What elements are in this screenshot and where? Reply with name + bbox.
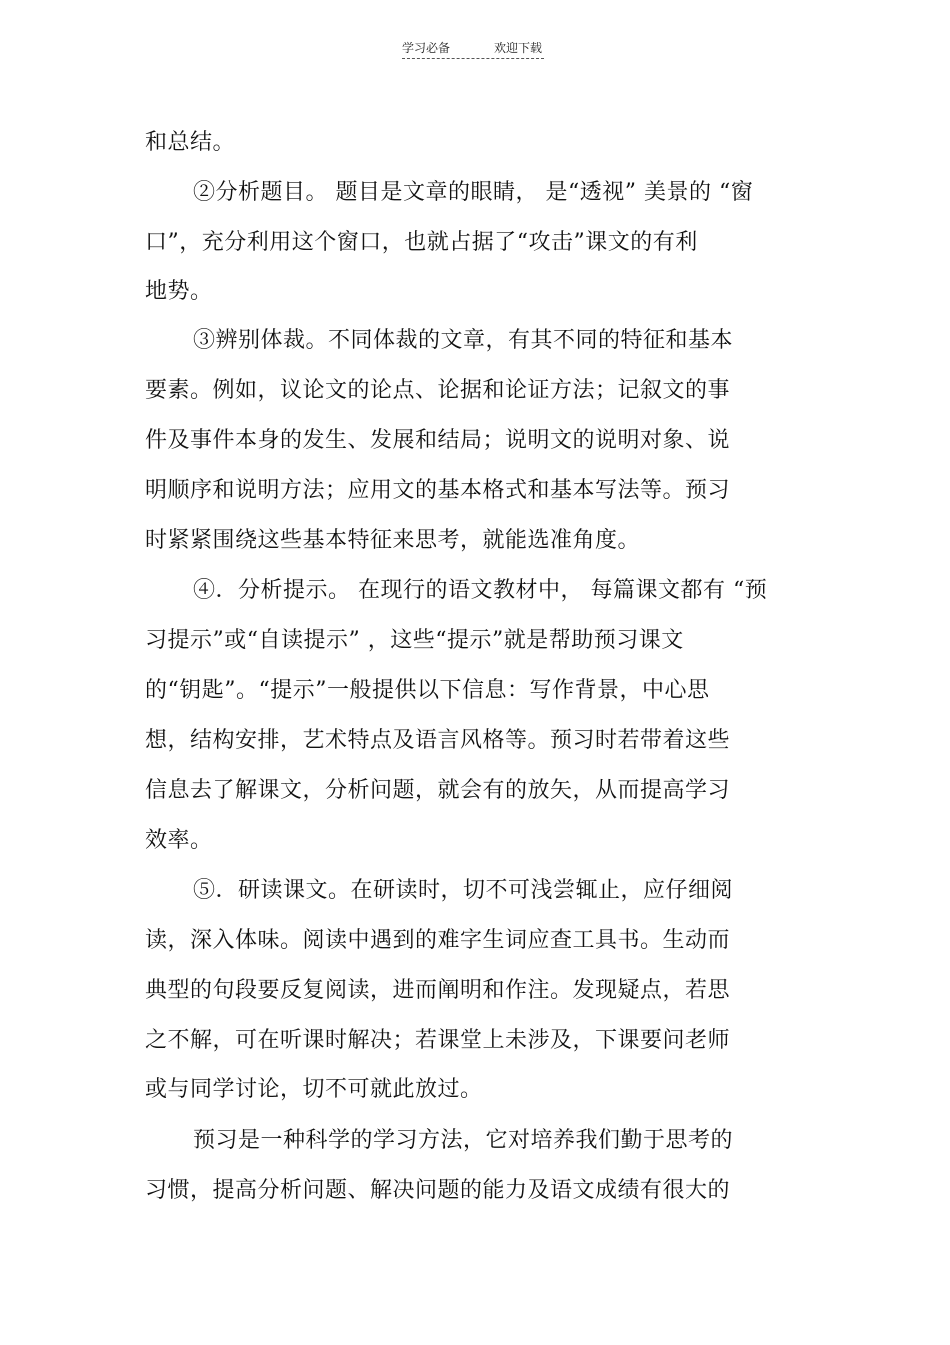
paragraph-first-line: 预习是一种科学的学习方法，它对培养我们勤于思考的 [193, 1128, 734, 1153]
text-line: 口”，充分利用这个窗口，也就占据了“攻击”课文的有利 [145, 230, 698, 255]
header-right-text: 欢迎下载 [494, 41, 543, 55]
text-line: 之不解，可在听课时解决；若课堂上未涉及，下课要问老师 [145, 1028, 731, 1053]
text-line: 的“钥匙”。“提示”一般提供以下信息：写作背景，中心思 [145, 678, 710, 703]
page-header [402, 40, 544, 59]
text-line: 读，深入体味。阅读中遇到的难字生词应查工具书。生动而 [145, 928, 731, 953]
text-line: 要素。例如，议论文的论点、论据和论证方法；记叙文的事 [145, 378, 731, 403]
text-line: 或与同学讨论，切不可就此放过。 [145, 1077, 483, 1102]
paragraph-first-line: ②分析题目。 题目是文章的眼睛， 是“透视” 美景的 “窗 [193, 180, 754, 205]
text-line: 地势。 [145, 279, 213, 304]
text-line: 时紧紧围绕这些基本特征来思考，就能选准角度。 [145, 528, 641, 553]
text-line: 信息去了解课文，分析问题，就会有的放矢，从而提高学习 [145, 778, 731, 803]
paragraph-first-line: ③辨别体裁。不同体裁的文章，有其不同的特征和基本 [193, 328, 734, 353]
paragraph-first-line: ⑤．研读课文。在研读时，切不可浅尝辄止，应仔细阅 [193, 878, 734, 903]
text-line: 想，结构安排，艺术特点及语言风格等。预习时若带着这些 [145, 728, 731, 753]
text-line: 典型的句段要反复阅读，进而阐明和作注。发现疑点，若思 [145, 978, 731, 1003]
text-line: 和总结。 [145, 130, 236, 155]
text-line: 效率。 [145, 828, 213, 853]
text-line: 明顺序和说明方法；应用文的基本格式和基本写法等。预习 [145, 478, 731, 503]
text-line: 习提示”或“自读提示” ，这些“提示”就是帮助预习课文 [145, 628, 684, 653]
paragraph-first-line: ④．分析提示。 在现行的语文教材中， 每篇课文都有 “预 [193, 578, 768, 603]
text-line: 件及事件本身的发生、发展和结局；说明文的说明对象、说 [145, 428, 731, 453]
header-left-text: 学习必备 [402, 41, 451, 55]
text-line: 习惯，提高分析问题、解决问题的能力及语文成绩有很大的 [145, 1178, 731, 1203]
